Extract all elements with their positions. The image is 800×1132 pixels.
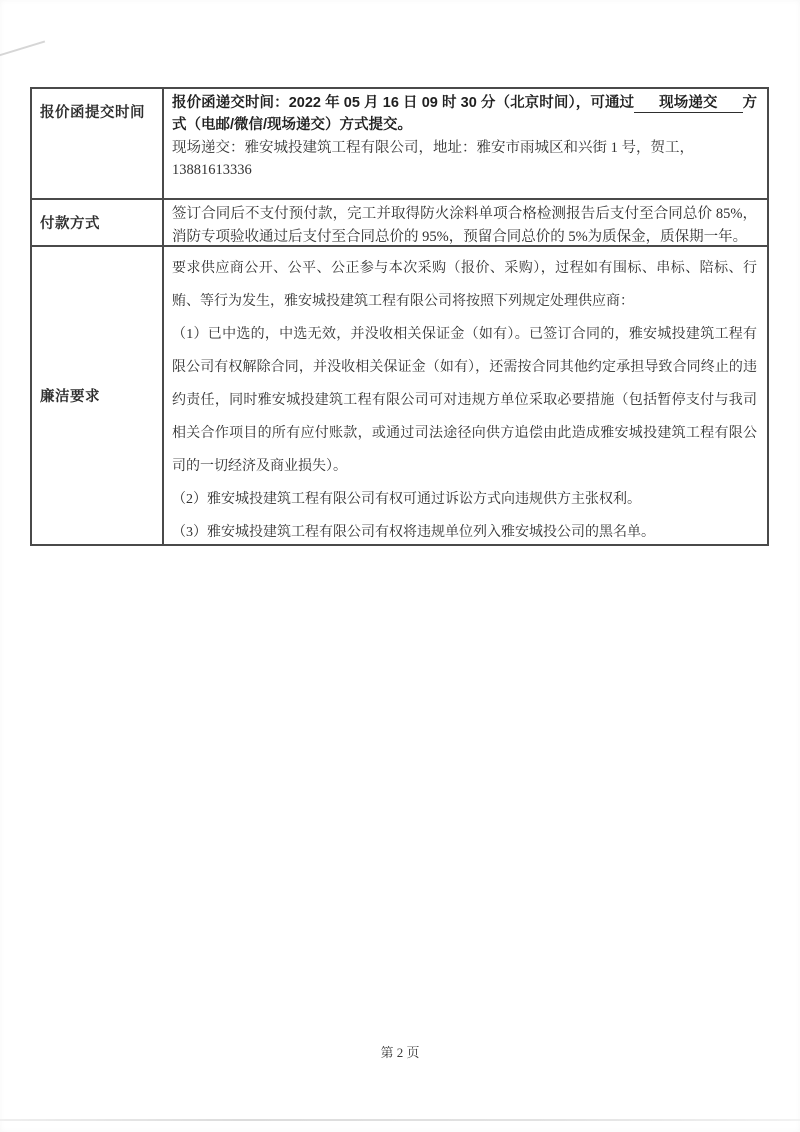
submission-method-underlined: 现场递交	[634, 95, 742, 113]
onsite-delivery-detail: 现场递交：雅安城投建筑工程有限公司，地址：雅安市雨城区和兴街 1 号，贺工，13881613336	[172, 140, 694, 178]
table-row-quote-submission-time	[32, 89, 767, 200]
scan-artifact-bottom-edge	[0, 1119, 800, 1121]
page-number: 第 2 页	[380, 1045, 420, 1060]
row-label-quote-submission-time: 报价函提交时间	[32, 89, 164, 198]
row-label-integrity-requirements: 廉洁要求	[32, 247, 164, 544]
row-label-payment-method: 付款方式	[32, 200, 164, 245]
table-row-payment-method	[32, 200, 767, 247]
row-content-payment-method: 签订合同后不支付预付款，完工并取得防火涂料单项合格检测报告后支付至合同总价 85%，消防专项验收通过后支付至合同总价的 95%，预留合同总价的 5%为质保金，质保期一年。	[172, 206, 757, 245]
integrity-paragraph-intro: 要求供应商公开、公平、公正参与本次采购（报价、采购），过程如有围标、串标、陪标、行贿、等行为发生，雅安城投建筑工程有限公司将按照下列规定处理供应商：	[172, 261, 757, 309]
row-content-quote-submission-time	[164, 89, 767, 198]
integrity-paragraph-clause-1: （1）已中选的，中选无效，并没收相关保证金（如有）。已签订合同的，雅安城投建筑工程有限公司有权解除合同，并没收相关保证金（如有），还需按合同其他约定承担导致合同终止的违约责任，同时雅安城投建筑工程有限公司可对违规方单位采取必要措施（包括暂停支付与我司相关合作项目的所有应付账款，或通过司法途径向供方追偿由此造成雅安城投建筑工程有限公司的一切经济及商业损失）。	[172, 327, 757, 474]
row-content-integrity-requirements	[164, 247, 767, 544]
integrity-paragraph-clause-2: （2）雅安城投建筑工程有限公司有权可通过诉讼方式向违规供方主张权利。	[172, 492, 641, 507]
quote-submission-instruction	[172, 93, 757, 136]
document-table	[30, 87, 769, 546]
table-row-integrity-requirements	[32, 247, 767, 544]
quote-instruction-prefix: 报价函递交时间：2022 年 05 月 16 日 09 时 30 分（北京时间），可通过	[172, 95, 635, 111]
scan-artifact-diagonal-line	[0, 40, 45, 57]
quote-instruction-suffix: 方式（电邮/微信/现场递交）方式提交。	[172, 95, 757, 133]
integrity-paragraph-clause-3: （3）雅安城投建筑工程有限公司有权将违规单位列入雅安城投公司的黑名单。	[172, 525, 655, 540]
